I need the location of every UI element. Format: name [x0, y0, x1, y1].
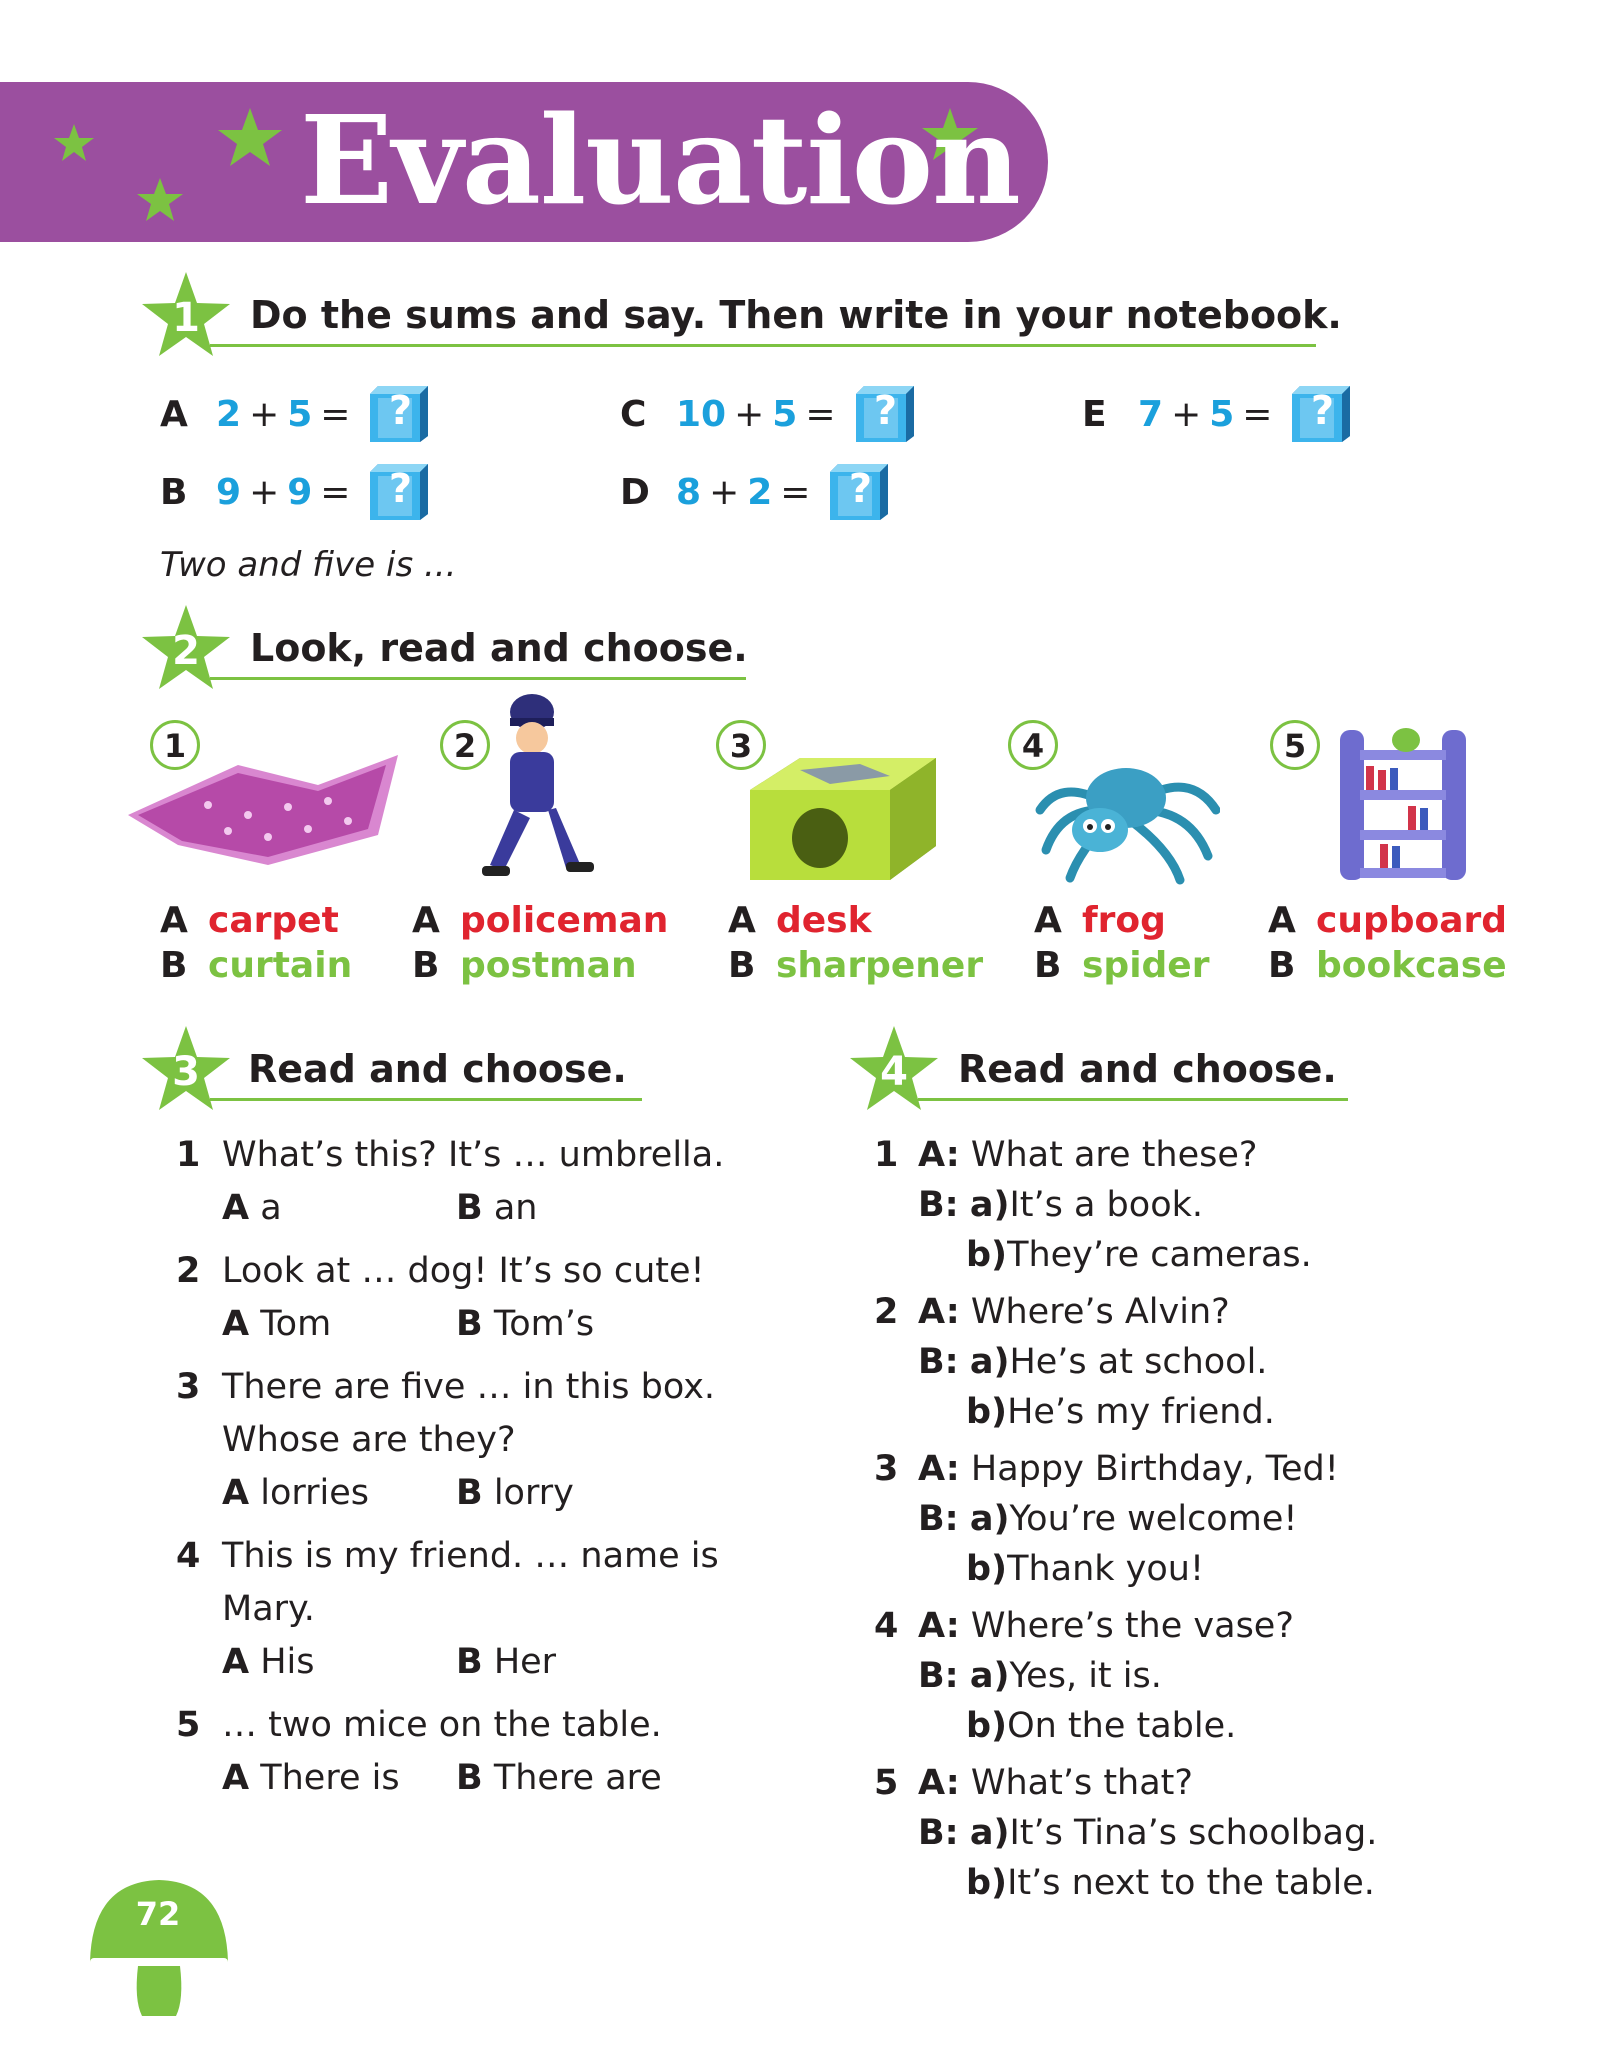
section-number: 2 [172, 628, 200, 674]
picture-number: 2 [440, 720, 490, 770]
equals-sign: = [780, 471, 811, 513]
section-underline [918, 1098, 1348, 1101]
option-letter: b) [966, 1392, 1008, 1432]
choice-letter: B [728, 945, 756, 986]
question-text: What are these? [970, 1135, 1258, 1175]
section-underline [210, 677, 746, 680]
question-text: Where’s the vase? [970, 1606, 1294, 1646]
choice-b [160, 945, 352, 986]
sum-operand: 9 [287, 471, 313, 513]
choice-word: curtain [208, 945, 353, 986]
choice-word: sharpener [776, 945, 984, 986]
plus-sign: + [249, 393, 280, 435]
sum-operand: 7 [1138, 393, 1164, 435]
dialogue-question [918, 1606, 1294, 1646]
choice-word: cupboard [1316, 900, 1508, 941]
choice-letter: A [1034, 900, 1062, 941]
question-box-icon [366, 462, 432, 522]
speaker-label: B: [918, 1342, 959, 1382]
section-number: 4 [880, 1049, 908, 1095]
sharpener-picture [740, 750, 940, 885]
choice-a [1268, 900, 1507, 941]
answer-text: It’s Tina’s schoolbag. [1009, 1813, 1378, 1853]
choice-letter: A [728, 900, 756, 941]
choice-b [728, 945, 983, 986]
question-mark: ? [873, 388, 898, 434]
option-letter: a) [969, 1656, 1010, 1696]
question-text: Where’s Alvin? [970, 1292, 1230, 1332]
sum-example: Two and five is ... [160, 545, 457, 585]
choice-a [412, 900, 668, 941]
choice-a [728, 900, 872, 941]
choice-letter: A [160, 900, 188, 941]
sum-letter: A [160, 393, 188, 435]
option-letter: b) [966, 1549, 1008, 1589]
option-a [222, 1758, 400, 1798]
option-text: There are [493, 1758, 662, 1798]
question-number: 2 [874, 1292, 899, 1332]
option-letter: B [456, 1758, 483, 1798]
section-number: 3 [172, 1049, 200, 1095]
question-mark: ? [1310, 388, 1335, 434]
sum-operand: 10 [676, 393, 727, 435]
question-box-icon [826, 462, 892, 522]
question-number: 4 [176, 1536, 201, 1576]
equals-sign: = [805, 393, 836, 435]
answer-text: It’s a book. [1009, 1185, 1203, 1225]
question-box-icon [1288, 384, 1354, 444]
choice-word: carpet [208, 900, 339, 941]
option-text: His [260, 1642, 315, 1682]
sum-item [1082, 380, 1354, 448]
answer-a [918, 1499, 1297, 1539]
sum-operand: 8 [676, 471, 702, 513]
dialogue-question [918, 1763, 1193, 1803]
option-text: Tom [260, 1304, 332, 1344]
option-letter: a) [969, 1499, 1010, 1539]
question-text: Mary. [222, 1589, 315, 1629]
dialogue-question [918, 1449, 1339, 1489]
answer-b [966, 1235, 1312, 1275]
option-b [456, 1642, 556, 1682]
choice-letter: B [160, 945, 188, 986]
option-b [456, 1304, 594, 1344]
question-text: What’s that? [970, 1763, 1193, 1803]
option-a [222, 1304, 331, 1344]
answer-text: It’s next to the table. [1007, 1863, 1375, 1903]
star-icon [218, 108, 282, 166]
question-number: 3 [874, 1449, 899, 1489]
question-text: There are five … in this box. [222, 1367, 716, 1407]
option-text: lorries [260, 1473, 370, 1513]
star-icon [137, 178, 183, 221]
option-letter: A [222, 1188, 250, 1228]
option-letter: B [456, 1473, 483, 1513]
sum-item [620, 380, 918, 448]
answer-text: They’re cameras. [1007, 1235, 1312, 1275]
picture-number: 5 [1270, 720, 1320, 770]
speaker-label: A: [918, 1135, 960, 1175]
speaker-label: B: [918, 1813, 959, 1853]
answer-b [966, 1392, 1275, 1432]
bookcase-picture [1330, 710, 1480, 890]
question-text: Whose are they? [222, 1420, 516, 1460]
choice-a [160, 900, 339, 941]
speaker-label: A: [918, 1449, 960, 1489]
sum-letter: C [620, 393, 647, 435]
option-letter: b) [966, 1863, 1008, 1903]
question-text: What’s this? It’s … umbrella. [222, 1135, 725, 1175]
question-number: 1 [176, 1135, 201, 1175]
sum-letter: E [1082, 393, 1107, 435]
question-text: Look at … dog! It’s so cute! [222, 1251, 705, 1291]
sum-item [620, 458, 892, 526]
sum-item [160, 380, 432, 448]
choice-word: spider [1082, 945, 1210, 986]
answer-b [966, 1863, 1375, 1903]
question-mark: ? [388, 466, 413, 512]
option-text: There is [260, 1758, 400, 1798]
picture-number: 3 [716, 720, 766, 770]
option-letter: a) [969, 1185, 1010, 1225]
sum-operand: 5 [772, 393, 798, 435]
option-letter: A [222, 1304, 250, 1344]
section-title: Read and choose. [248, 1047, 627, 1091]
answer-text: He’s my friend. [1007, 1392, 1275, 1432]
option-letter: a) [969, 1813, 1010, 1853]
answer-a [918, 1656, 1162, 1696]
option-text: a [260, 1188, 282, 1228]
answer-text: Thank you! [1007, 1549, 1204, 1589]
choice-word: frog [1082, 900, 1166, 941]
star-icon [54, 124, 94, 161]
choice-letter: B [1268, 945, 1296, 986]
plus-sign: + [1171, 393, 1202, 435]
option-text: lorry [493, 1473, 574, 1513]
answer-b [966, 1706, 1236, 1746]
option-letter: b) [966, 1235, 1008, 1275]
choice-letter: A [1268, 900, 1296, 941]
question-mark: ? [848, 466, 873, 512]
option-letter: B [456, 1188, 483, 1228]
choice-b [1268, 945, 1507, 986]
answer-text: You’re welcome! [1009, 1499, 1298, 1539]
mushroom-page-icon [86, 1870, 232, 2020]
choice-letter: A [412, 900, 440, 941]
option-b [456, 1473, 574, 1513]
question-number: 5 [176, 1705, 201, 1745]
speaker-label: A: [918, 1292, 960, 1332]
option-text: an [493, 1188, 538, 1228]
speaker-label: B: [918, 1656, 959, 1696]
sum-operand: 9 [216, 471, 242, 513]
equals-sign: = [1242, 393, 1273, 435]
speaker-label: A: [918, 1763, 960, 1803]
choice-letter: B [412, 945, 440, 986]
choice-letter: B [1034, 945, 1062, 986]
section-title: Look, read and choose. [250, 626, 748, 670]
question-number: 3 [176, 1367, 201, 1407]
question-box-icon [366, 384, 432, 444]
question-text: This is my friend. … name is [222, 1536, 719, 1576]
option-letter: b) [966, 1706, 1008, 1746]
section-title: Read and choose. [958, 1047, 1337, 1091]
option-b [456, 1188, 537, 1228]
question-number: 5 [874, 1763, 899, 1803]
option-b [456, 1758, 662, 1798]
question-number: 1 [874, 1135, 899, 1175]
question-number: 2 [176, 1251, 201, 1291]
question-mark: ? [388, 388, 413, 434]
answer-text: On the table. [1007, 1706, 1237, 1746]
equals-sign: = [320, 471, 351, 513]
picture-number: 4 [1008, 720, 1058, 770]
option-letter: B [456, 1642, 483, 1682]
section-underline [210, 1098, 642, 1101]
option-letter: a) [969, 1342, 1010, 1382]
sum-operand: 5 [1209, 393, 1235, 435]
choice-word: policeman [460, 900, 669, 941]
answer-a [918, 1185, 1203, 1225]
choice-word: postman [460, 945, 637, 986]
option-letter: A [222, 1473, 250, 1513]
answer-text: Yes, it is. [1009, 1656, 1162, 1696]
option-letter: A [222, 1758, 250, 1798]
dialogue-question [918, 1135, 1257, 1175]
sum-letter: B [160, 471, 188, 513]
sum-operand: 5 [287, 393, 313, 435]
plus-sign: + [249, 471, 280, 513]
speaker-label: B: [918, 1185, 959, 1225]
question-text: Happy Birthday, Ted! [970, 1449, 1339, 1489]
answer-a [918, 1342, 1267, 1382]
sum-operand: 2 [747, 471, 773, 513]
picture-number: 1 [150, 720, 200, 770]
question-box-icon [852, 384, 918, 444]
option-text: Tom’s [493, 1304, 595, 1344]
speaker-label: B: [918, 1499, 959, 1539]
plus-sign: + [709, 471, 740, 513]
sum-item [160, 458, 432, 526]
choice-a [1034, 900, 1166, 941]
sum-letter: D [620, 471, 650, 513]
choice-b [1034, 945, 1209, 986]
option-text: Her [493, 1642, 557, 1682]
choice-b [412, 945, 637, 986]
option-letter: B [456, 1304, 483, 1344]
choice-word: bookcase [1316, 945, 1507, 986]
section-underline [210, 344, 1316, 347]
dialogue-question [918, 1292, 1230, 1332]
option-a [222, 1642, 315, 1682]
option-a [222, 1188, 282, 1228]
question-number: 4 [874, 1606, 899, 1646]
answer-a [918, 1813, 1377, 1853]
option-letter: A [222, 1642, 250, 1682]
answer-text: He’s at school. [1009, 1342, 1268, 1382]
section-number: 1 [172, 295, 200, 341]
page-number: 72 [135, 1895, 181, 1933]
equals-sign: = [320, 393, 351, 435]
spider-picture [1030, 740, 1220, 885]
page-title: Evaluation [300, 88, 1020, 232]
policeman-picture [470, 690, 600, 885]
section-title: Do the sums and say. Then write in your notebook. [250, 293, 1342, 337]
speaker-label: A: [918, 1606, 960, 1646]
option-a [222, 1473, 369, 1513]
sum-operand: 2 [216, 393, 242, 435]
choice-word: desk [776, 900, 872, 941]
question-text: … two mice on the table. [222, 1705, 662, 1745]
plus-sign: + [734, 393, 765, 435]
answer-b [966, 1549, 1204, 1589]
